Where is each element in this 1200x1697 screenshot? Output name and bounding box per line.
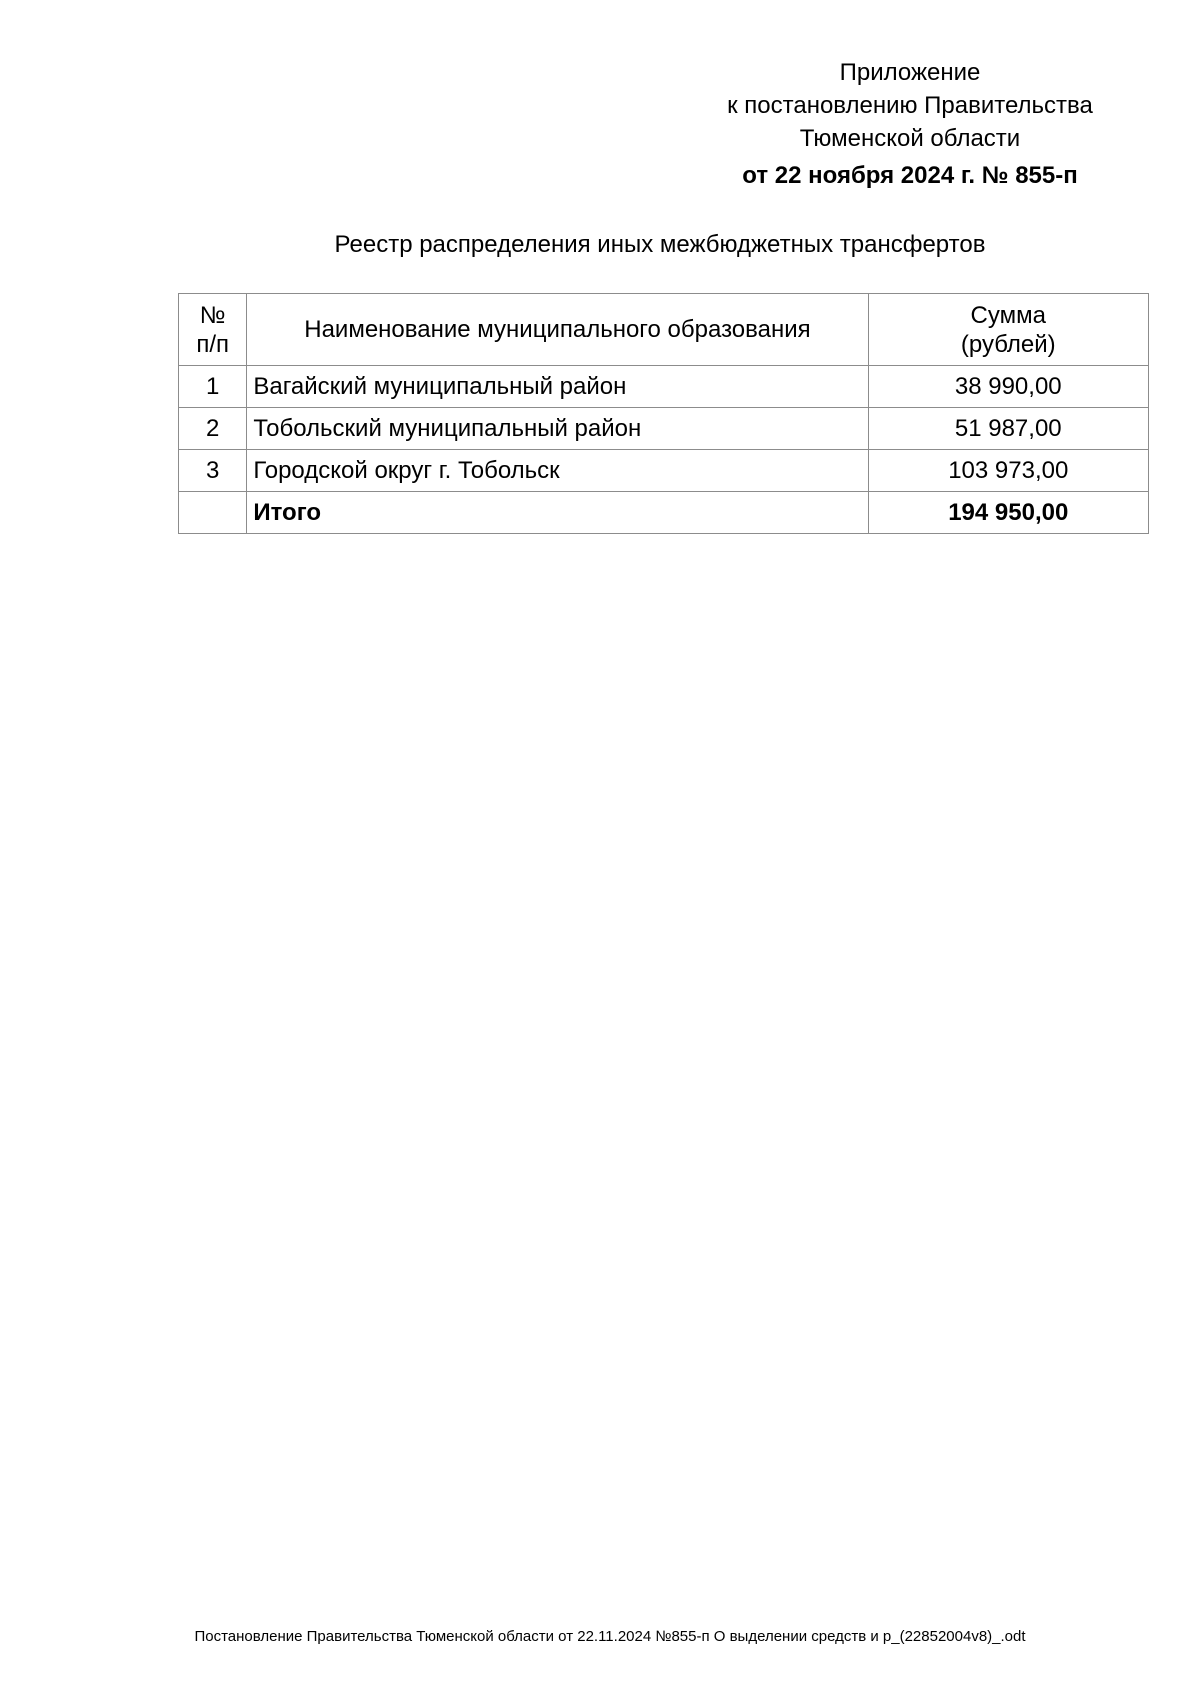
row-name: Тобольский муниципальный район bbox=[247, 408, 868, 450]
total-row bbox=[179, 492, 1149, 534]
row-sum: 38 990,00 bbox=[868, 366, 1148, 408]
header-number bbox=[179, 294, 247, 366]
registry-table bbox=[178, 293, 1149, 534]
row-name: Городской округ г. Тобольск bbox=[247, 450, 868, 492]
header-number-sign: № bbox=[199, 301, 226, 329]
appendix-date-number: от 22 ноября 2024 г. № 855-п bbox=[742, 162, 1078, 189]
row-number: 1 bbox=[179, 366, 247, 408]
table-row bbox=[179, 366, 1149, 408]
document-title: Реестр распределения иных межбюджетных трансфертов bbox=[334, 231, 986, 258]
appendix-region: Тюменской области bbox=[799, 125, 1021, 152]
appendix-ref: к постановлению Правительства bbox=[727, 92, 1093, 119]
row-name: Вагайский муниципальный район bbox=[247, 366, 868, 408]
header-sum-unit: (рублей) bbox=[960, 330, 1056, 358]
row-sum: 51 987,00 bbox=[868, 408, 1148, 450]
appendix-label: Приложение bbox=[839, 59, 981, 86]
total-sum: 194 950,00 bbox=[868, 492, 1148, 534]
table-header-row bbox=[179, 294, 1149, 366]
page-footer: Постановление Правительства Тюменской области от 22.11.2024 №855-п О выделении средств и р_(22852004v8)_.odt bbox=[194, 1628, 1026, 1645]
appendix-header bbox=[700, 56, 1120, 192]
header-sum-label: Сумма bbox=[970, 301, 1046, 329]
total-label: Итого bbox=[247, 492, 868, 534]
row-number: 3 bbox=[179, 450, 247, 492]
row-sum: 103 973,00 bbox=[868, 450, 1148, 492]
header-number-label: п/п bbox=[196, 330, 229, 358]
header-sum bbox=[868, 294, 1148, 366]
table-row bbox=[179, 408, 1149, 450]
row-number: 2 bbox=[179, 408, 247, 450]
total-number bbox=[179, 492, 247, 534]
header-name: Наименование муниципального образования bbox=[247, 294, 868, 366]
table-row bbox=[179, 450, 1149, 492]
